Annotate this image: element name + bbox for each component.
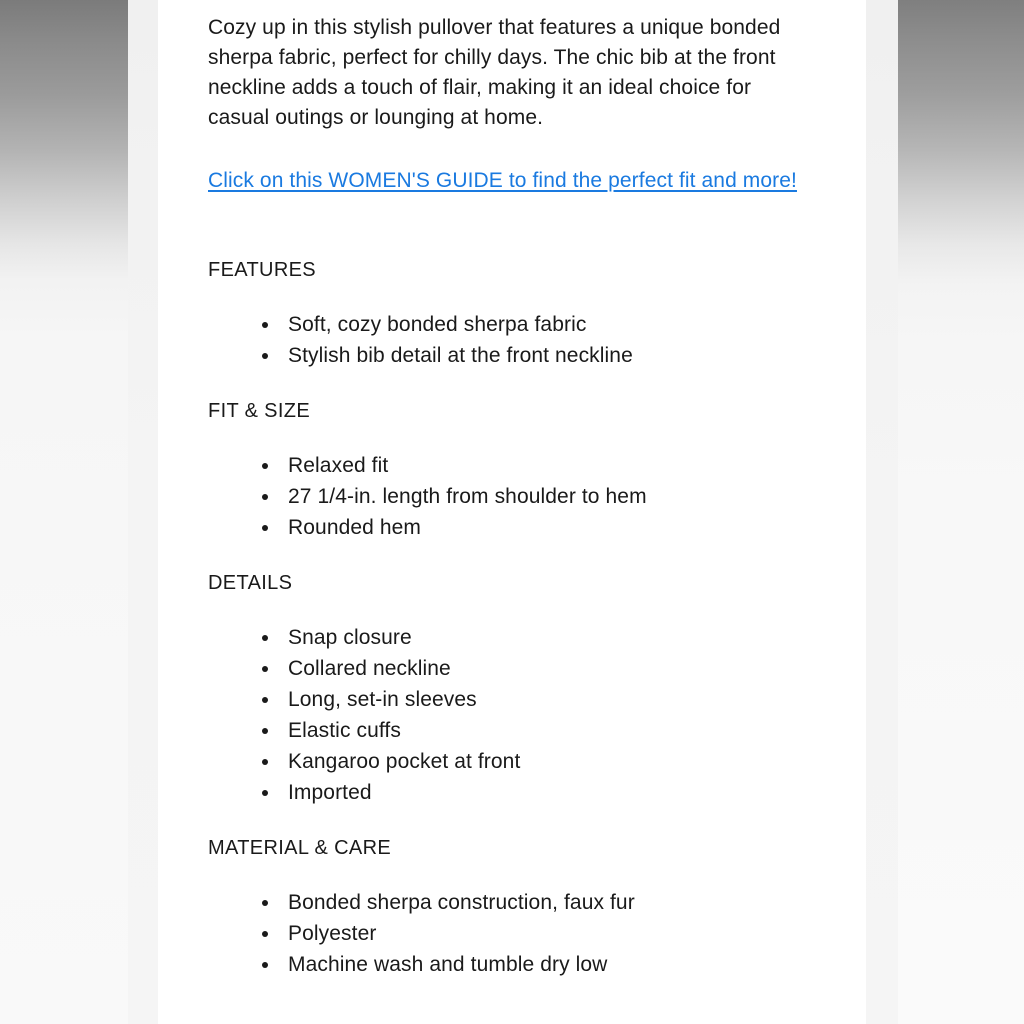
product-description-card	[158, 0, 866, 1024]
list-item: Long, set-in sleeves	[208, 684, 848, 715]
section-list-features	[208, 283, 848, 371]
section-heading-material-care: MATERIAL & CARE	[208, 837, 392, 859]
list-item: Relaxed fit	[208, 450, 848, 481]
list-item: Collared neckline	[208, 653, 848, 684]
section-heading-fit-size: FIT & SIZE	[208, 400, 311, 422]
section-list-material-care	[208, 861, 848, 980]
scrollbar-track[interactable]	[884, 0, 894, 1024]
list-item: Rounded hem	[208, 512, 848, 543]
list-item: Machine wash and tumble dry low	[208, 949, 848, 980]
list-item: 27 1/4-in. length from shoulder to hem	[208, 481, 848, 512]
womens-guide-link-container	[208, 133, 808, 196]
list-item: Stylish bib detail at the front neckline	[208, 340, 848, 371]
section-heading-details: DETAILS	[208, 572, 293, 594]
card-content	[208, 0, 848, 980]
section-list-details	[208, 596, 848, 808]
product-description-paragraph: Cozy up in this stylish pullover that features a unique bonded sherpa fabric, perfect for chilly days. The chic bib at the front neckline adds a touch of flair, making it an ideal choice for casual outings or lounging at home.	[208, 16, 781, 129]
list-item: Elastic cuffs	[208, 715, 848, 746]
list-item: Bonded sherpa construction, faux fur	[208, 887, 848, 918]
list-item: Polyester	[208, 918, 848, 949]
left-gradient-backdrop	[0, 0, 128, 1024]
section-heading-features: FEATURES	[208, 259, 316, 281]
list-item: Kangaroo pocket at front	[208, 746, 848, 777]
left-page-margin	[128, 0, 158, 1024]
section-list-fit-size	[208, 424, 848, 543]
right-gradient-backdrop	[898, 0, 1024, 1024]
list-item: Snap closure	[208, 622, 848, 653]
list-item: Soft, cozy bonded sherpa fabric	[208, 309, 848, 340]
list-item: Imported	[208, 777, 848, 808]
womens-guide-link[interactable]: Click on this WOMEN'S GUIDE to find the perfect fit and more!	[208, 169, 797, 192]
